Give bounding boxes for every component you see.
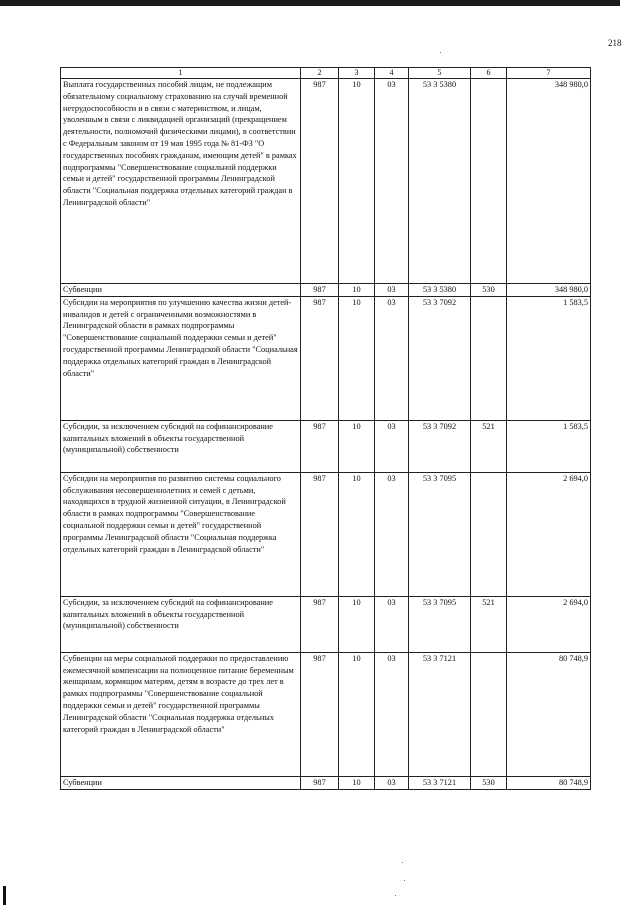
amount: 80 748,9 — [507, 652, 591, 776]
ministry-code: 987 — [301, 776, 339, 789]
subsection-code: 03 — [375, 79, 409, 284]
column-header: 7 — [507, 68, 591, 79]
scan-speck — [440, 52, 441, 53]
amount: 2 694,0 — [507, 472, 591, 596]
expense-type-code: 521 — [471, 420, 507, 472]
table-header-row — [61, 68, 591, 79]
table-row — [61, 776, 591, 789]
ministry-code: 987 — [301, 472, 339, 596]
top-border-rule — [0, 0, 620, 6]
row-description: Выплата государственных пособий лицам, не подлежащим обязательному социальному страхованию на случай временной нетрудоспособности и в связи с материнством, и лицам, уволенным в связи с ликвидацией организаций (прекращением деятельности, полномочий физическими лицами), в соответствии с Федеральным законом от 19 мая 1995 года № 81-ФЗ "О государственных пособиях гражданам, имеющим детей" в рамках подпрограммы "Совершенствование социальной поддержки семьи и детей" государственной программы Ленинградской области "Социальная поддержка отдельных категорий граждан в Ленинградской области" — [61, 79, 301, 284]
amount: 80 748,9 — [507, 776, 591, 789]
table-row — [61, 284, 591, 297]
row-description: Субвенции на меры социальной поддержки по предоставлению ежемесячной компенсации на полноценное питание беременным женщинам, кормящим матерям, детям в возрасте до трех лет в рамках подпрограммы "Совершенствование социальной поддержки семьи и детей" государственной программы Ленинградской области "Социальная поддержка отдельных категорий граждан в Ленинградской области" — [61, 652, 301, 776]
column-header: 6 — [471, 68, 507, 79]
expense-type-code — [471, 652, 507, 776]
amount: 1 583,5 — [507, 420, 591, 472]
column-header: 2 — [301, 68, 339, 79]
section-code: 10 — [339, 284, 375, 297]
ministry-code: 987 — [301, 284, 339, 297]
column-header: 5 — [409, 68, 471, 79]
section-code: 10 — [339, 776, 375, 789]
subsection-code: 03 — [375, 420, 409, 472]
target-article-code: 53 3 5380 — [409, 284, 471, 297]
table-row — [61, 420, 591, 472]
section-code: 10 — [339, 296, 375, 420]
amount: 348 980,0 — [507, 79, 591, 284]
ministry-code: 987 — [301, 596, 339, 652]
page-number: 218 — [608, 38, 622, 48]
table-row — [61, 596, 591, 652]
table-row — [61, 79, 591, 284]
ministry-code: 987 — [301, 296, 339, 420]
target-article-code: 53 3 7121 — [409, 776, 471, 789]
target-article-code: 53 3 7092 — [409, 420, 471, 472]
amount: 348 980,0 — [507, 284, 591, 297]
target-article-code: 53 3 7095 — [409, 472, 471, 596]
target-article-code: 53 3 5380 — [409, 79, 471, 284]
expense-type-code — [471, 472, 507, 596]
table-row — [61, 472, 591, 596]
ministry-code: 987 — [301, 79, 339, 284]
subsection-code: 03 — [375, 652, 409, 776]
section-code: 10 — [339, 420, 375, 472]
section-code: 10 — [339, 596, 375, 652]
target-article-code: 53 3 7095 — [409, 596, 471, 652]
row-description: Субвенции — [61, 776, 301, 789]
scan-speck — [395, 895, 396, 896]
column-header: 4 — [375, 68, 409, 79]
row-description: Субсидии, за исключением субсидий на софинансирование капитальных вложений в объекты государственной (муниципальной) собственности — [61, 596, 301, 652]
column-header: 1 — [61, 68, 301, 79]
scan-edge-mark — [3, 886, 6, 905]
scan-speck — [402, 862, 403, 863]
section-code: 10 — [339, 652, 375, 776]
ministry-code: 987 — [301, 420, 339, 472]
section-code: 10 — [339, 472, 375, 596]
amount: 2 694,0 — [507, 596, 591, 652]
scan-speck — [404, 880, 405, 881]
table-row — [61, 296, 591, 420]
row-description: Субсидии, за исключением субсидий на софинансирование капитальных вложений в объекты государственной (муниципальной) собственности — [61, 420, 301, 472]
subsection-code: 03 — [375, 284, 409, 297]
row-description: Субсидии на мероприятия по развитию системы социального обслуживания несовершеннолетних и семей с детьми, находящихся в трудной жизненной ситуации, в Ленинградской области в рамках подпрограммы "Совершенствование социальной поддержки семьи и детей" государственной программы Ленинградской области "Социальная поддержка отдельных категорий граждан в Ленинградской области" — [61, 472, 301, 596]
row-description: Субсидии на мероприятия по улучшению качества жизни детей-инвалидов и детей с ограниченными возможностями в Ленинградской области в рамках подпрограммы "Совершенствование социальной поддержки семьи и детей" государственной программы Ленинградской области "Социальная поддержка отдельных категорий граждан в Ленинградской области" — [61, 296, 301, 420]
target-article-code: 53 3 7092 — [409, 296, 471, 420]
subsection-code: 03 — [375, 296, 409, 420]
ministry-code: 987 — [301, 652, 339, 776]
budget-table — [60, 67, 591, 790]
subsection-code: 03 — [375, 776, 409, 789]
subsection-code: 03 — [375, 472, 409, 596]
expense-type-code — [471, 79, 507, 284]
section-code: 10 — [339, 79, 375, 284]
row-description: Субвенции — [61, 284, 301, 297]
expense-type-code: 530 — [471, 776, 507, 789]
expense-type-code — [471, 296, 507, 420]
expense-type-code: 521 — [471, 596, 507, 652]
target-article-code: 53 3 7121 — [409, 652, 471, 776]
column-header: 3 — [339, 68, 375, 79]
table-row — [61, 652, 591, 776]
expense-type-code: 530 — [471, 284, 507, 297]
amount: 1 583,5 — [507, 296, 591, 420]
subsection-code: 03 — [375, 596, 409, 652]
